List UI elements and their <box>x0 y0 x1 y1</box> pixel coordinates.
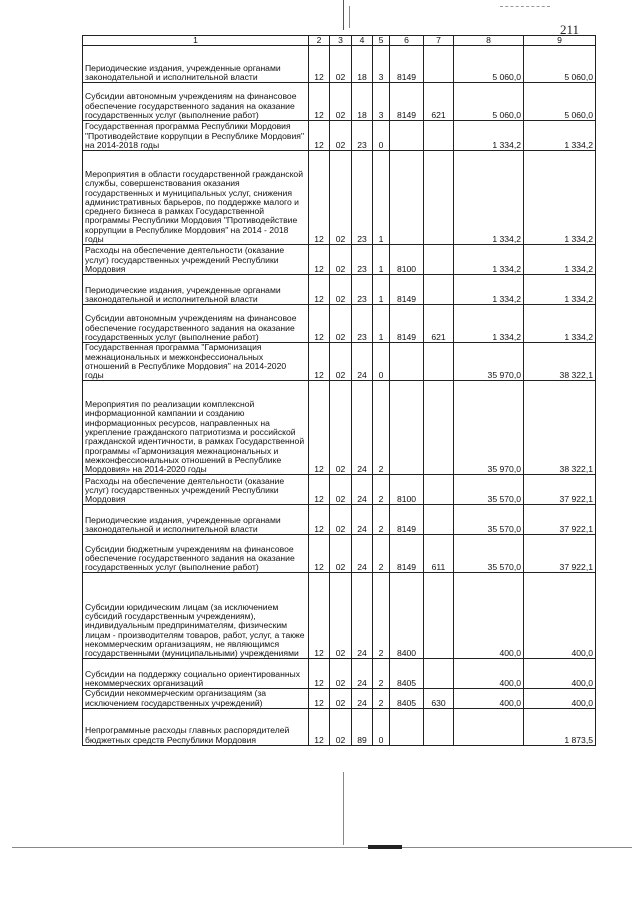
row-description: Субсидии автономным учреждениям на финансовое обеспечение государственного задания на оказание государственных услуг (выполнение работ) <box>83 305 309 343</box>
cell-direction: 8100 <box>390 475 424 505</box>
cell-section: 12 <box>309 121 330 151</box>
cell-subprogram: 2 <box>373 475 390 505</box>
cell-program: 18 <box>352 83 373 121</box>
row-description: Непрограммные расходы главных распорядителей бюджетных средств Республики Мордовия <box>83 709 309 746</box>
cell-amount-2: 37 922,1 <box>524 535 596 573</box>
cell-direction: 8405 <box>390 689 424 709</box>
cell-expense-type <box>424 46 454 83</box>
cell-direction <box>390 343 424 381</box>
cell-program: 24 <box>352 475 373 505</box>
cell-expense-type <box>424 343 454 381</box>
cell-program: 24 <box>352 505 373 535</box>
column-header: 5 <box>373 36 390 46</box>
cell-expense-type <box>424 151 454 245</box>
cell-direction <box>390 381 424 475</box>
cell-amount-1: 35 570,0 <box>454 475 524 505</box>
cell-program: 23 <box>352 275 373 305</box>
cell-amount-2: 400,0 <box>524 659 596 689</box>
cell-section: 12 <box>309 83 330 121</box>
scan-mark <box>343 0 344 30</box>
cell-section: 12 <box>309 381 330 475</box>
cell-expense-type: 630 <box>424 689 454 709</box>
column-header: 9 <box>524 36 596 46</box>
column-header: 6 <box>390 36 424 46</box>
cell-direction <box>390 151 424 245</box>
cell-amount-1: 5 060,0 <box>454 46 524 83</box>
cell-amount-2: 37 922,1 <box>524 475 596 505</box>
cell-direction: 8149 <box>390 275 424 305</box>
cell-section: 12 <box>309 305 330 343</box>
cell-amount-1: 1 334,2 <box>454 151 524 245</box>
cell-section: 12 <box>309 245 330 275</box>
cell-section: 12 <box>309 535 330 573</box>
column-header: 4 <box>352 36 373 46</box>
cell-section: 12 <box>309 475 330 505</box>
cell-amount-2: 1 334,2 <box>524 245 596 275</box>
cell-program: 89 <box>352 709 373 746</box>
cell-expense-type <box>424 659 454 689</box>
cell-amount-1: 35 570,0 <box>454 535 524 573</box>
cell-subsection: 02 <box>330 245 352 275</box>
table-row <box>83 121 596 151</box>
row-description: Субсидии автономным учреждениям на финансовое обеспечение государственного задания на оказание государственных услуг (выполнение работ) <box>83 83 309 121</box>
column-header: 1 <box>83 36 309 46</box>
cell-program: 24 <box>352 689 373 709</box>
row-description: Расходы на обеспечение деятельности (оказание услуг) государственных учреждений Республики Мордовия <box>83 245 309 275</box>
table-row <box>83 573 596 659</box>
budget-table <box>82 35 596 746</box>
table-row <box>83 535 596 573</box>
cell-amount-1: 1 334,2 <box>454 245 524 275</box>
cell-section: 12 <box>309 689 330 709</box>
cell-expense-type <box>424 505 454 535</box>
cell-subsection: 02 <box>330 275 352 305</box>
cell-section: 12 <box>309 151 330 245</box>
cell-amount-1: 35 970,0 <box>454 381 524 475</box>
table-row <box>83 381 596 475</box>
cell-section: 12 <box>309 709 330 746</box>
table-row <box>83 275 596 305</box>
cell-section: 12 <box>309 659 330 689</box>
page-number: 211 <box>560 22 580 37</box>
cell-direction: 8149 <box>390 535 424 573</box>
cell-subsection: 02 <box>330 305 352 343</box>
cell-subprogram: 1 <box>373 305 390 343</box>
cell-amount-2: 38 322,1 <box>524 381 596 475</box>
table-row <box>83 505 596 535</box>
cell-subsection: 02 <box>330 381 352 475</box>
cell-amount-1: 400,0 <box>454 689 524 709</box>
cell-amount-1: 400,0 <box>454 659 524 689</box>
table-row <box>83 689 596 709</box>
cell-amount-2: 37 922,1 <box>524 505 596 535</box>
cell-subsection: 02 <box>330 121 352 151</box>
cell-program: 23 <box>352 151 373 245</box>
cell-amount-1: 5 060,0 <box>454 83 524 121</box>
cell-expense-type: 611 <box>424 535 454 573</box>
cell-program: 18 <box>352 46 373 83</box>
cell-subprogram: 3 <box>373 83 390 121</box>
cell-amount-2: 1 334,2 <box>524 305 596 343</box>
cell-program: 24 <box>352 659 373 689</box>
scan-mark <box>500 6 550 8</box>
cell-amount-1 <box>454 709 524 746</box>
scan-mark <box>349 6 350 28</box>
cell-subsection: 02 <box>330 343 352 381</box>
row-description: Мероприятия по реализации комплексной информационной кампании и созданию информационных ресурсов, направленных на укрепление гражданского патриотизма и российской гражданской идентичности, в рамках Государственной программы «Гармонизация межнациональных и межконфессиональных отношений в Республике Мордовия» на 2014-2020 годы <box>83 381 309 475</box>
row-description: Мероприятия в области государственной гражданской службы, совершенствования оказания государственных и муниципальных услуг, снижения административных барьеров, по поддержке малого и среднего бизнеса в рамках Государственной программы Республики Мордовия "Противодействие коррупции в Республике Мордовия" на 2014 - 2018 годы <box>83 151 309 245</box>
cell-expense-type: 621 <box>424 83 454 121</box>
cell-expense-type <box>424 475 454 505</box>
table-row <box>83 709 596 746</box>
row-description: Субсидии на поддержку социально ориентированных некоммерческих организаций <box>83 659 309 689</box>
scan-mark <box>343 772 344 845</box>
column-header: 2 <box>309 36 330 46</box>
cell-subprogram: 1 <box>373 151 390 245</box>
cell-subprogram: 2 <box>373 659 390 689</box>
cell-subsection: 02 <box>330 659 352 689</box>
table-row <box>83 46 596 83</box>
cell-amount-1: 35 570,0 <box>454 505 524 535</box>
row-description: Периодические издания, учрежденные органами законодательной и исполнительной власти <box>83 505 309 535</box>
row-description: Государственная программа Республики Мордовия "Противодействие коррупции в Республике Мордовия" на 2014-2018 годы <box>83 121 309 151</box>
cell-subsection: 02 <box>330 83 352 121</box>
cell-subsection: 02 <box>330 573 352 659</box>
cell-section: 12 <box>309 46 330 83</box>
cell-subprogram: 2 <box>373 689 390 709</box>
scan-mark <box>368 845 402 849</box>
row-description: Субсидии юридическим лицам (за исключением субсидий государственным учреждениям), индивидуальным предпринимателям, физическим лицам - производителям товаров, работ, услуг, а также некоммерческим организациям, не являющимся государственными (муниципальными) учреждениями <box>83 573 309 659</box>
cell-direction <box>390 121 424 151</box>
cell-amount-2: 1 334,2 <box>524 121 596 151</box>
cell-subsection: 02 <box>330 535 352 573</box>
cell-amount-2: 1 873,5 <box>524 709 596 746</box>
cell-subsection: 02 <box>330 475 352 505</box>
cell-direction: 8100 <box>390 245 424 275</box>
cell-section: 12 <box>309 505 330 535</box>
cell-amount-1: 1 334,2 <box>454 121 524 151</box>
cell-amount-2: 38 322,1 <box>524 343 596 381</box>
cell-expense-type <box>424 245 454 275</box>
cell-amount-2: 400,0 <box>524 689 596 709</box>
table-row <box>83 475 596 505</box>
cell-program: 24 <box>352 343 373 381</box>
cell-amount-2: 1 334,2 <box>524 275 596 305</box>
cell-direction: 8149 <box>390 305 424 343</box>
cell-subprogram: 2 <box>373 505 390 535</box>
cell-direction <box>390 709 424 746</box>
row-description: Государственная программа "Гармонизация межнациональных и межконфессиональных отношений в Республике Мордовия" на 2014-2020 годы <box>83 343 309 381</box>
cell-program: 23 <box>352 245 373 275</box>
row-description: Расходы на обеспечение деятельности (оказание услуг) государственных учреждений Республики Мордовия <box>83 475 309 505</box>
cell-program: 23 <box>352 121 373 151</box>
cell-direction: 8400 <box>390 573 424 659</box>
cell-program: 24 <box>352 535 373 573</box>
cell-expense-type <box>424 275 454 305</box>
table-row <box>83 343 596 381</box>
cell-amount-2: 400,0 <box>524 573 596 659</box>
row-description: Субсидии бюджетным учреждениям на финансовое обеспечение государственного задания на оказание государственных услуг (выполнение работ) <box>83 535 309 573</box>
cell-subprogram: 2 <box>373 535 390 573</box>
cell-program: 24 <box>352 381 373 475</box>
table-header-row <box>83 36 596 46</box>
cell-section: 12 <box>309 573 330 659</box>
column-header: 7 <box>424 36 454 46</box>
cell-subprogram: 0 <box>373 709 390 746</box>
table-row <box>83 83 596 121</box>
row-description: Периодические издания, учрежденные органами законодательной и исполнительной власти <box>83 275 309 305</box>
column-header: 8 <box>454 36 524 46</box>
table-row <box>83 659 596 689</box>
cell-section: 12 <box>309 343 330 381</box>
row-description: Периодические издания, учрежденные органами законодательной и исполнительной власти <box>83 46 309 83</box>
cell-subsection: 02 <box>330 689 352 709</box>
cell-amount-1: 400,0 <box>454 573 524 659</box>
cell-amount-1: 1 334,2 <box>454 275 524 305</box>
cell-direction: 8149 <box>390 505 424 535</box>
cell-subsection: 02 <box>330 46 352 83</box>
cell-subsection: 02 <box>330 709 352 746</box>
cell-amount-1: 35 970,0 <box>454 343 524 381</box>
cell-subprogram: 1 <box>373 245 390 275</box>
cell-amount-2: 5 060,0 <box>524 83 596 121</box>
cell-expense-type <box>424 381 454 475</box>
cell-subprogram: 2 <box>373 573 390 659</box>
cell-section: 12 <box>309 275 330 305</box>
cell-program: 24 <box>352 573 373 659</box>
cell-amount-2: 5 060,0 <box>524 46 596 83</box>
cell-direction: 8149 <box>390 83 424 121</box>
cell-expense-type <box>424 709 454 746</box>
table-row <box>83 245 596 275</box>
cell-subprogram: 3 <box>373 46 390 83</box>
cell-subprogram: 0 <box>373 343 390 381</box>
cell-subsection: 02 <box>330 151 352 245</box>
cell-subprogram: 1 <box>373 275 390 305</box>
cell-expense-type <box>424 573 454 659</box>
cell-program: 23 <box>352 305 373 343</box>
cell-subsection: 02 <box>330 505 352 535</box>
cell-amount-2: 1 334,2 <box>524 151 596 245</box>
cell-subprogram: 0 <box>373 121 390 151</box>
table-row <box>83 305 596 343</box>
table-row <box>83 151 596 245</box>
cell-amount-1: 1 334,2 <box>454 305 524 343</box>
column-header: 3 <box>330 36 352 46</box>
cell-direction: 8149 <box>390 46 424 83</box>
cell-direction: 8405 <box>390 659 424 689</box>
cell-expense-type: 621 <box>424 305 454 343</box>
cell-subprogram: 2 <box>373 381 390 475</box>
cell-expense-type <box>424 121 454 151</box>
scan-edge-line <box>12 847 632 848</box>
row-description: Субсидии некоммерческим организациям (за исключением государственных учреждений) <box>83 689 309 709</box>
